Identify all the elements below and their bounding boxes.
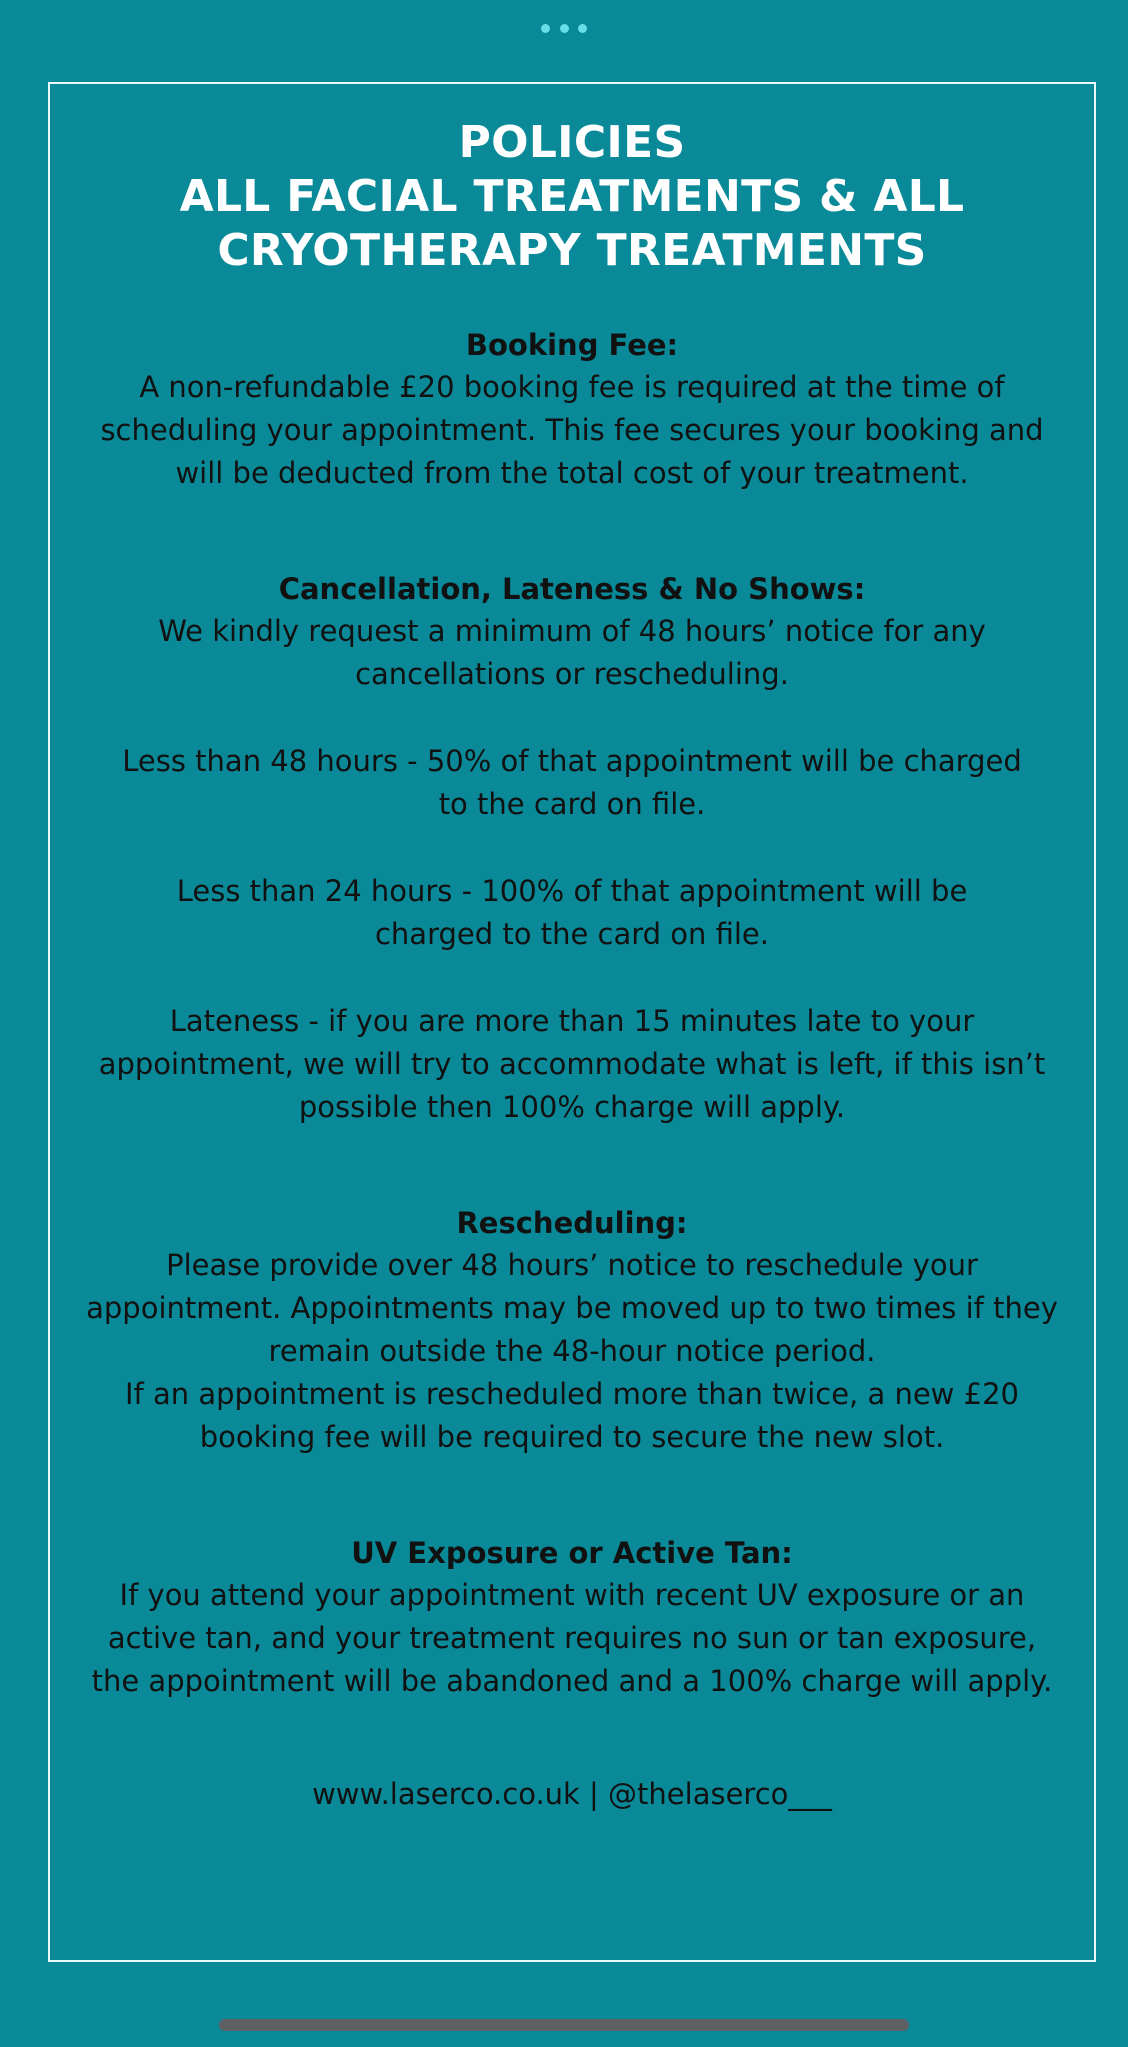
rescheduling-text-1: Please provide over 48 hours’ notice to reschedule your appointment. Appointments may be moved up to two times if they remain outside the 48-hour notice period. <box>86 1248 1058 1368</box>
title-line-2: ALL FACIAL TREATMENTS & ALL <box>179 171 965 222</box>
less-than-24-text: Less than 24 hours - 100% of that appointment will be charged to the card on file. <box>176 874 968 951</box>
cancellation-section <box>82 568 1062 1129</box>
rescheduling-section <box>82 1202 1062 1459</box>
uv-heading: UV Exposure or Active Tan: <box>351 1536 793 1570</box>
rescheduling-text-2: If an appointment is rescheduled more than twice, a new £20 booking fee will be required to secure the new slot. <box>125 1377 1019 1454</box>
policy-title <box>50 116 1094 278</box>
dot-icon <box>578 24 587 33</box>
uv-section <box>82 1532 1062 1703</box>
booking-fee-text: A non-refundable £20 booking fee is required at the time of scheduling your appointment. This fee secures your booking and will be deducted from the total cost of your treatment. <box>100 370 1044 490</box>
cancellation-heading: Cancellation, Lateness & No Shows: <box>278 572 866 606</box>
page-indicator-dots <box>0 18 1128 37</box>
dot-icon <box>541 24 550 33</box>
home-indicator[interactable] <box>219 2019 909 2031</box>
dot-icon <box>560 24 569 33</box>
rescheduling-heading: Rescheduling: <box>456 1206 688 1240</box>
title-line-3: CRYOTHERAPY TREATMENTS <box>217 225 927 276</box>
lateness-text: Lateness - if you are more than 15 minutes late to your appointment, we will try to accommodate what is left, if this isn’t possible then 100% charge will apply. <box>98 1004 1046 1124</box>
uv-text: If you attend your appointment with recent UV exposure or an active tan, and your treatment requires no sun or tan exposure, the appointment will be abandoned and a 100% charge will apply. <box>91 1578 1053 1698</box>
policy-card <box>48 82 1096 1962</box>
booking-fee-section <box>82 324 1062 495</box>
less-than-48-text: Less than 48 hours - 50% of that appointment will be charged to the card on file. <box>122 744 1022 821</box>
title-line-1: POLICIES <box>458 117 686 168</box>
booking-fee-heading: Booking Fee: <box>465 328 679 362</box>
cancellation-intro: We kindly request a minimum of 48 hours’ notice for any cancellations or rescheduling. <box>158 614 986 691</box>
footer-links: www.laserco.co.uk | @thelaserco___ <box>312 1777 832 1811</box>
